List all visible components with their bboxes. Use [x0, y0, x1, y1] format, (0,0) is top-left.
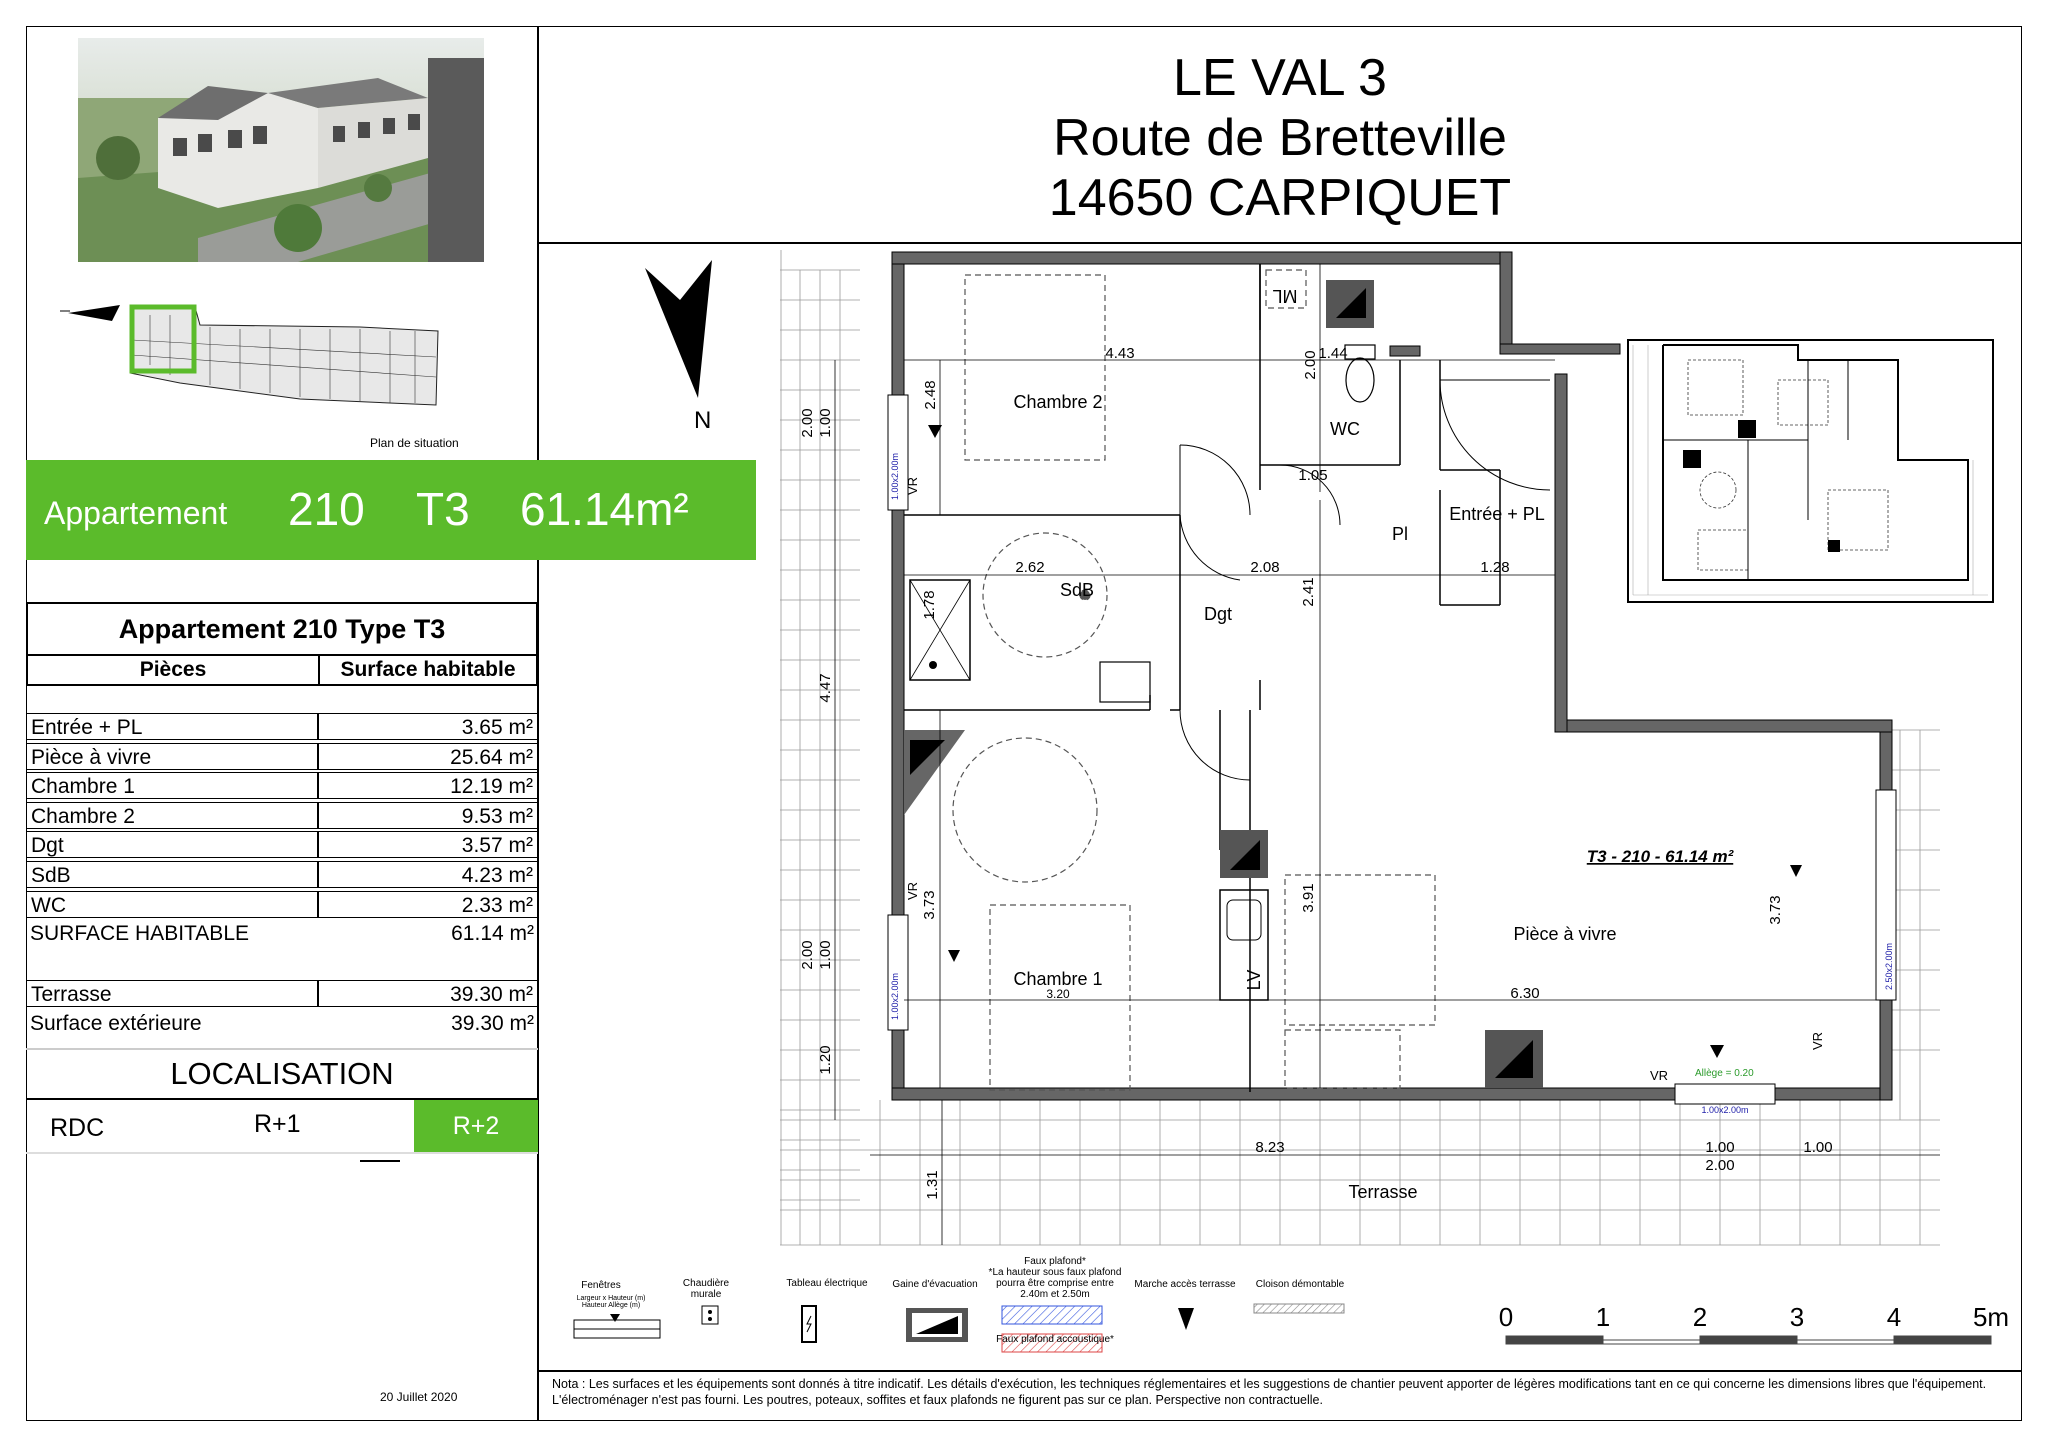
situation-plan	[60, 295, 450, 415]
scale-bar	[1490, 1300, 2010, 1360]
room-row	[26, 713, 538, 740]
room-row	[26, 802, 538, 829]
room-name: Entrée + PL	[31, 716, 143, 739]
localisation-title: LOCALISATION	[170, 1056, 394, 1091]
note-divider	[537, 1370, 2022, 1372]
room-area: 3.57 m²	[461, 834, 533, 858]
label-entree: Entrée + PL	[1449, 504, 1545, 524]
svg-text:1.00x2.00m: 1.00x2.00m	[890, 452, 900, 500]
scale-segment	[1700, 1336, 1797, 1344]
project-city: 14650 CARPIQUET	[1048, 169, 1512, 227]
legend-fenetres-sub1: Largeur x Hauteur (m)	[576, 1295, 646, 1302]
svg-text:1.28: 1.28	[1480, 559, 1510, 576]
legend-faux3: pourra être comprise entre	[996, 1278, 1114, 1289]
plan-date: 20 Juillet 2020	[380, 1390, 458, 1404]
room-row	[26, 831, 538, 858]
apartment-bar	[26, 460, 756, 560]
situation-north-arrow-icon	[68, 305, 120, 321]
north-arrow	[640, 258, 720, 433]
svg-text:2.00: 2.00	[1705, 1157, 1735, 1174]
project-street: Route de Bretteville	[1053, 109, 1507, 167]
svg-text:1.05: 1.05	[1298, 467, 1328, 484]
washbasin	[1100, 662, 1150, 702]
rooms-table-header	[26, 602, 538, 686]
legend-tableau: Tableau électrique	[786, 1278, 868, 1289]
level-r2-active[interactable]: R+2	[414, 1100, 538, 1152]
svg-text:2.00: 2.00	[799, 940, 816, 970]
svg-text:1.00: 1.00	[817, 408, 834, 438]
north-label: N	[694, 407, 712, 434]
legend-faux4: 2.40m et 2.50m	[1020, 1289, 1090, 1300]
label-sdb: SdB	[1059, 580, 1095, 600]
svg-text:VR: VR	[905, 881, 920, 900]
scale-tick-label: 4	[1886, 1302, 1902, 1332]
room-area: 3.65 m²	[461, 716, 533, 739]
terrace-label: Terrasse	[31, 983, 112, 1006]
svg-text:3.91: 3.91	[1300, 883, 1317, 913]
exhaust-duct-icon	[904, 1306, 970, 1346]
room-area: 9.53 m²	[461, 804, 533, 828]
svg-text:1.31: 1.31	[924, 1170, 941, 1200]
svg-text:3.73: 3.73	[1767, 895, 1784, 925]
total-value: 61.14 m²	[451, 922, 534, 945]
svg-text:4.43: 4.43	[1105, 345, 1135, 362]
label-chambre2: Chambre 2	[1013, 392, 1103, 412]
terrace-row	[26, 980, 538, 1007]
terrace-grid-bottom	[780, 730, 1940, 1245]
svg-text:3.73: 3.73	[921, 890, 938, 920]
room-name: Chambre 2	[31, 804, 135, 828]
label-chambre1: Chambre 1	[1013, 969, 1103, 989]
electric-panel-icon	[800, 1304, 822, 1346]
room-name: Chambre 1	[31, 775, 135, 799]
disclaimer-note: Nota : Les surfaces et les équipements sont donnés à titre indicatif. Les détails d'exécution, les techniques réglementaires et les suggestions de chantier peuvent apporter de légères modifications tant en ce qui concerne les dimensions libres que l'équipement. L'électroménager n'est pas fourni. Les poutres, poteaux, soffites et faux plafonds ne figurent pas sur ce plan. Perspective non contractuelle.	[552, 1377, 1987, 1407]
svg-text:1.00x2.00m: 1.00x2.00m	[1701, 1105, 1749, 1115]
svg-text:6.30: 6.30	[1510, 985, 1540, 1002]
svg-text:1.00x2.00m: 1.00x2.00m	[890, 972, 900, 1020]
svg-text:2.41: 2.41	[1300, 577, 1317, 607]
svg-text:VR: VR	[1650, 1068, 1669, 1083]
room-name: Pièce à vivre	[31, 745, 152, 769]
doors	[1180, 380, 1550, 780]
room-row	[26, 772, 538, 799]
label-wc: WC	[1330, 419, 1360, 439]
apartment-number: 210	[288, 483, 365, 535]
svg-text:1.78: 1.78	[921, 590, 938, 620]
col-surface: Surface habitable	[340, 658, 516, 681]
room-area: 25.64 m²	[450, 745, 533, 769]
north-arrow-icon	[645, 260, 712, 398]
level-rdc[interactable]: RDC	[50, 1114, 105, 1142]
legend-chaudiere: Chaudière murale	[682, 1278, 730, 1300]
svg-text:2.00: 2.00	[1302, 350, 1319, 380]
label-pl: Pl	[1391, 524, 1409, 544]
exterior-label: Surface extérieure	[30, 1012, 202, 1035]
legend-fenetres: Fenêtres	[581, 1280, 621, 1291]
legend-faux-acoustique: Faux plafond accoustique*	[996, 1334, 1114, 1345]
svg-text:2.08: 2.08	[1250, 559, 1280, 576]
svg-text:1.20: 1.20	[817, 1045, 834, 1075]
terrace-grid	[780, 250, 860, 1245]
svg-text:3.20: 3.20	[1046, 987, 1070, 1001]
room-row	[26, 861, 538, 888]
room-name: WC	[31, 893, 66, 917]
scale-segment	[1797, 1340, 1894, 1344]
svg-text:2.00: 2.00	[799, 408, 816, 438]
legend-faux1: Faux plafond*	[1024, 1256, 1086, 1267]
legend-gaine: Gaine d'évacuation	[892, 1279, 978, 1290]
legend-faux2: *La hauteur sous faux plafond	[988, 1267, 1122, 1278]
svg-text:8.23: 8.23	[1255, 1139, 1285, 1156]
label-ml: ML	[1272, 286, 1298, 306]
terrace-value: 39.30 m²	[450, 983, 533, 1006]
legend-window-icon	[572, 1312, 662, 1346]
scale-tick-label: 2	[1692, 1302, 1708, 1332]
svg-text:1.00: 1.00	[1705, 1139, 1735, 1156]
room-area: 12.19 m²	[450, 775, 533, 799]
perspective-image	[78, 38, 484, 262]
svg-text:4.47: 4.47	[817, 673, 834, 703]
col-pieces: Pièces	[139, 658, 207, 681]
apartment-area: 61.14m²	[520, 483, 689, 535]
scale-segment	[1603, 1340, 1700, 1344]
partitions	[904, 264, 1500, 1092]
legend-fenetres-sub2: Hauteur Allège (m)	[581, 1302, 641, 1309]
apartment-word: Appartement	[44, 495, 228, 531]
project-name: LE VAL 3	[1173, 49, 1387, 107]
scale-tick-label: 3	[1789, 1302, 1805, 1332]
removable-partition-icon	[1252, 1302, 1348, 1316]
label-dgt: Dgt	[1203, 604, 1233, 624]
header-divider	[537, 242, 2022, 244]
rooms-table-title: Appartement 210 Type T3	[28, 604, 536, 656]
mini-plan	[1628, 340, 1993, 602]
label-lv: LV	[1244, 969, 1264, 991]
room-name: Dgt	[31, 834, 64, 858]
scale-tick-label: 5m	[1972, 1302, 2010, 1332]
label-terrasse: Terrasse	[1348, 1182, 1418, 1202]
scale-tick-label: 1	[1595, 1302, 1611, 1332]
legend-cloison: Cloison démontable	[1255, 1279, 1345, 1290]
scale-tick-label: 0	[1498, 1302, 1514, 1332]
exterior-row	[26, 1010, 538, 1037]
situation-label: Plan de situation	[370, 436, 459, 450]
ceiling-hatch-icon	[1000, 1304, 1104, 1354]
svg-text:VR: VR	[1810, 1031, 1825, 1050]
scale-segment	[1506, 1336, 1603, 1344]
room-row	[26, 891, 538, 918]
svg-text:1.00: 1.00	[1803, 1139, 1833, 1156]
duct-kitchen	[1220, 830, 1268, 878]
svg-text:2.48: 2.48	[922, 380, 939, 410]
scale-segment	[1894, 1336, 1991, 1344]
total-label: SURFACE HABITABLE	[30, 922, 250, 945]
svg-text:1.44: 1.44	[1318, 345, 1348, 362]
room-name: SdB	[31, 864, 71, 887]
apartment-type: T3	[416, 483, 470, 535]
svg-text:VR: VR	[905, 476, 920, 495]
legend-marche: Marche accès terrasse	[1134, 1279, 1236, 1290]
step-icon	[1176, 1306, 1196, 1332]
exterior-value: 39.30 m²	[451, 1012, 534, 1035]
svg-text:Allège = 0.20: Allège = 0.20	[1695, 1068, 1754, 1079]
level-r1[interactable]: R+1	[254, 1110, 301, 1138]
room-area: 2.33 m²	[461, 893, 533, 917]
boiler-icon	[700, 1304, 722, 1326]
level-selector	[26, 1100, 538, 1152]
label-piece: Pièce à vivre	[1513, 924, 1617, 944]
svg-text:1.00: 1.00	[817, 940, 834, 970]
room-row	[26, 743, 538, 770]
room-area: 4.23 m²	[461, 864, 533, 887]
svg-text:2.62: 2.62	[1015, 559, 1045, 576]
svg-text:2.50x2.00m: 2.50x2.00m	[1884, 942, 1894, 990]
plan-summary: T3 - 210 - 61.14 m²	[1586, 847, 1734, 866]
total-row	[26, 920, 538, 947]
toilet	[1346, 358, 1374, 402]
